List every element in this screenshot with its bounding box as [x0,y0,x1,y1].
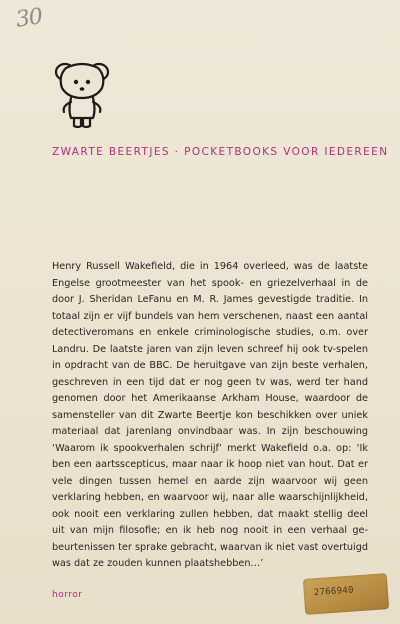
library-sticker [303,573,389,615]
genre-label: horror [52,590,83,600]
bear-icon [52,58,112,130]
blurb-text: Henry Russell Wakefield, die in 1964 overleed, was de laatste Engelse grootmeester van het spook- en griezelverhaal in de door J. Sheridan LeFanu en M. R. James gevestigde traditie. In totaal zijn er vijf bundels van hem verschenen, naast een aantal detectiveromans en enkele criminologische studies, o.m. over Landru. De laatste jaren van zijn leven schreef hij ook tv-spelen in opdracht van de BBC. De heruitgave van zijn beste verhalen, geschreven in een tijd dat er nog geen tv was, werd ter hand genomen door het Amerikaanse Arkham House, waardoor de samensteller van dit Zwarte Beertje kon beschikken over uniek materiaal dat jarenlang onvindbaar was. In zijn beschouwing ‘Waarom ik spookverhalen schrijf’ merkt Wakefield o.a. op: ‘Ik ben een aartsscepticus, maar naar ik hoop niet van hout. Dat er vele dingen tussen hemel en aarde zijn waarvoor wij geen verklaring hebben, en waarvoor wij, naar alle waarschijnlijkheid, ook nooit een verklaring zullen hebben, dat maakt stellig deel uit van mijn filosofie; en ik heb nog nooit in een verhaal gebeurtenissen ter sprake gebracht, waarvan ik niet vast overtuigd was dat ze zouden kunnen plaatshebben…’ [52,261,368,569]
series-title: ZWARTE BEERTJES · POCKETBOOKS VOOR IEDEREEN [52,146,389,158]
handwritten-number: 30 [14,4,44,33]
sticker-code: 2766940 [313,585,355,599]
